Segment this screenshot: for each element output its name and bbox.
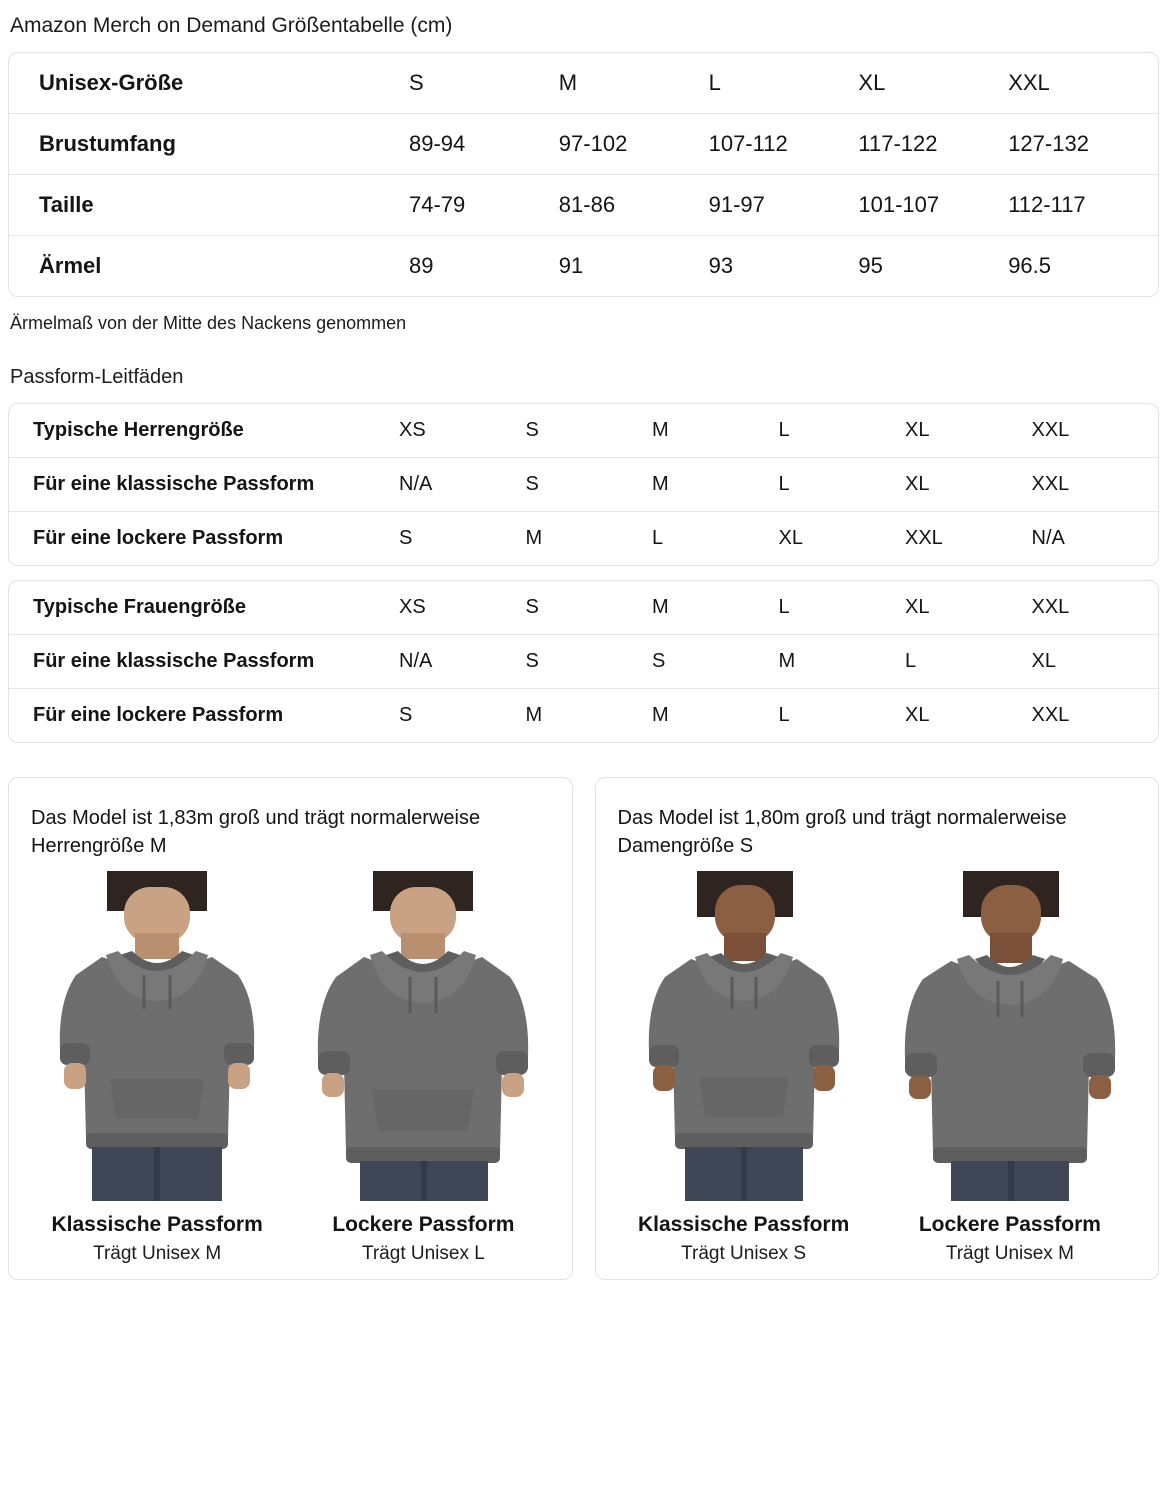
cell: S bbox=[526, 458, 653, 512]
unisex-size-table bbox=[9, 53, 1158, 296]
unisex-size-table-card bbox=[8, 52, 1159, 297]
figure-group bbox=[31, 871, 550, 1265]
cell: 96.5 bbox=[1008, 253, 1052, 278]
cell: M bbox=[652, 458, 779, 512]
row-label: Unisex-Größe bbox=[9, 53, 409, 114]
cell: M bbox=[652, 581, 779, 635]
cell: XL bbox=[905, 581, 1032, 635]
figure-title: Klassische Passform bbox=[637, 1212, 850, 1236]
cell: 81-86 bbox=[559, 175, 709, 236]
cell: S bbox=[526, 635, 653, 689]
cell: 91 bbox=[558, 253, 584, 278]
table-row bbox=[9, 404, 1158, 458]
cell: M bbox=[525, 704, 543, 726]
figure-loose-fit-female bbox=[884, 871, 1136, 1265]
cell: L bbox=[652, 527, 664, 549]
cell: 127-132 bbox=[1008, 114, 1158, 175]
women-fit-table bbox=[9, 581, 1158, 742]
hoodie-photo bbox=[884, 871, 1136, 1201]
row-label: Typische Frauengröße bbox=[9, 581, 399, 635]
row-label: Taille bbox=[9, 175, 409, 236]
table-row bbox=[9, 53, 1158, 114]
figure-subtitle: Trägt Unisex M bbox=[93, 1242, 222, 1264]
figure-classic-fit-female bbox=[618, 871, 870, 1265]
figure-subtitle: Trägt Unisex S bbox=[681, 1242, 807, 1264]
figure-subtitle: Trägt Unisex M bbox=[945, 1242, 1074, 1264]
cell: M bbox=[559, 53, 709, 114]
cell: M bbox=[779, 635, 906, 689]
male-loose-fit-illustration bbox=[298, 871, 548, 1201]
cell: 95 bbox=[858, 253, 883, 278]
cell: 107-112 bbox=[709, 114, 859, 175]
table-row bbox=[9, 635, 1158, 689]
female-model-card bbox=[595, 777, 1160, 1280]
hoodie-photo bbox=[618, 871, 870, 1201]
cell: S bbox=[526, 404, 653, 458]
cell: S bbox=[399, 527, 413, 549]
cell: S bbox=[526, 581, 653, 635]
cell: XS bbox=[399, 581, 526, 635]
cell: 101-107 bbox=[858, 175, 1008, 236]
table-row bbox=[9, 581, 1158, 635]
cell: XXL bbox=[1032, 404, 1159, 458]
figure-title: Lockere Passform bbox=[918, 1212, 1101, 1236]
cell: L bbox=[779, 581, 906, 635]
figure-title: Lockere Passform bbox=[332, 1212, 515, 1236]
cell: L bbox=[779, 404, 906, 458]
cell: 91-97 bbox=[709, 175, 859, 236]
cell: XL bbox=[778, 527, 803, 549]
cell: M bbox=[652, 404, 779, 458]
cell: 89-94 bbox=[409, 114, 559, 175]
table-row bbox=[9, 236, 1158, 297]
male-model-card bbox=[8, 777, 573, 1280]
cell: L bbox=[709, 53, 859, 114]
row-label: Für eine lockere Passform bbox=[33, 527, 284, 549]
cell: XL bbox=[905, 458, 1032, 512]
cell: 112-117 bbox=[1008, 175, 1158, 236]
table-row bbox=[9, 689, 1158, 743]
cell: N/A bbox=[399, 458, 526, 512]
men-fit-table-card bbox=[8, 403, 1159, 566]
cell: XS bbox=[399, 404, 526, 458]
cell: N/A bbox=[1031, 527, 1065, 549]
female-classic-fit-illustration bbox=[619, 871, 869, 1201]
row-label: Für eine klassische Passform bbox=[9, 635, 399, 689]
row-label: Ärmel bbox=[39, 253, 102, 278]
cell: XXL bbox=[905, 527, 943, 549]
cell: XL bbox=[858, 53, 1008, 114]
cell: L bbox=[779, 458, 906, 512]
figure-title: Klassische Passform bbox=[51, 1212, 263, 1236]
hoodie-photo bbox=[31, 871, 283, 1201]
cell: S bbox=[409, 53, 559, 114]
cell: N/A bbox=[399, 635, 526, 689]
cell: L bbox=[778, 704, 790, 726]
hoodie-photo bbox=[297, 871, 549, 1201]
cell: XL bbox=[905, 404, 1032, 458]
cell: L bbox=[905, 635, 1032, 689]
figure-classic-fit-male bbox=[31, 871, 283, 1265]
cell: XXL bbox=[1031, 704, 1070, 726]
cell: 97-102 bbox=[559, 114, 709, 175]
cell: S bbox=[652, 635, 779, 689]
model-caption: Das Model ist 1,80m groß und trägt normalerweise Damengröße S bbox=[617, 807, 1067, 858]
cell: XXL bbox=[1032, 458, 1159, 512]
sleeve-measure-note: Ärmelmaß von der Mitte des Nackens genommen bbox=[10, 313, 407, 333]
cell: 74-79 bbox=[409, 175, 559, 236]
table-row bbox=[9, 458, 1158, 512]
cell: 117-122 bbox=[858, 114, 1008, 175]
men-fit-table bbox=[9, 404, 1158, 565]
women-fit-table-card bbox=[8, 580, 1159, 743]
cell: M bbox=[652, 704, 669, 726]
page-title: Amazon Merch on Demand Größentabelle (cm) bbox=[10, 14, 453, 37]
cell: XL bbox=[905, 704, 930, 726]
figure-loose-fit-male bbox=[297, 871, 549, 1265]
cell: S bbox=[399, 704, 413, 726]
figure-group bbox=[618, 871, 1137, 1265]
cell: M bbox=[525, 527, 543, 549]
female-loose-fit-illustration bbox=[885, 871, 1135, 1201]
cell: XXL bbox=[1032, 581, 1159, 635]
cell: 89 bbox=[409, 253, 434, 278]
cell: XL bbox=[1032, 635, 1159, 689]
cell: XXL bbox=[1008, 53, 1158, 114]
fit-guides-label: Passform-Leitfäden bbox=[10, 366, 184, 388]
table-row bbox=[9, 114, 1158, 175]
row-label: Typische Herrengröße bbox=[9, 404, 399, 458]
row-label: Brustumfang bbox=[9, 114, 409, 175]
row-label: Für eine klassische Passform bbox=[9, 458, 399, 512]
model-cards-row bbox=[8, 777, 1159, 1280]
table-spacer bbox=[8, 566, 1159, 580]
table-row bbox=[9, 175, 1158, 236]
table-row bbox=[9, 512, 1158, 566]
figure-subtitle: Trägt Unisex L bbox=[361, 1242, 485, 1264]
row-label: Für eine lockere Passform bbox=[33, 704, 284, 726]
model-caption: Das Model ist 1,83m groß und trägt normalerweise Herrengröße M bbox=[31, 807, 481, 858]
cell: 93 bbox=[708, 253, 734, 278]
male-classic-fit-illustration bbox=[32, 871, 282, 1201]
